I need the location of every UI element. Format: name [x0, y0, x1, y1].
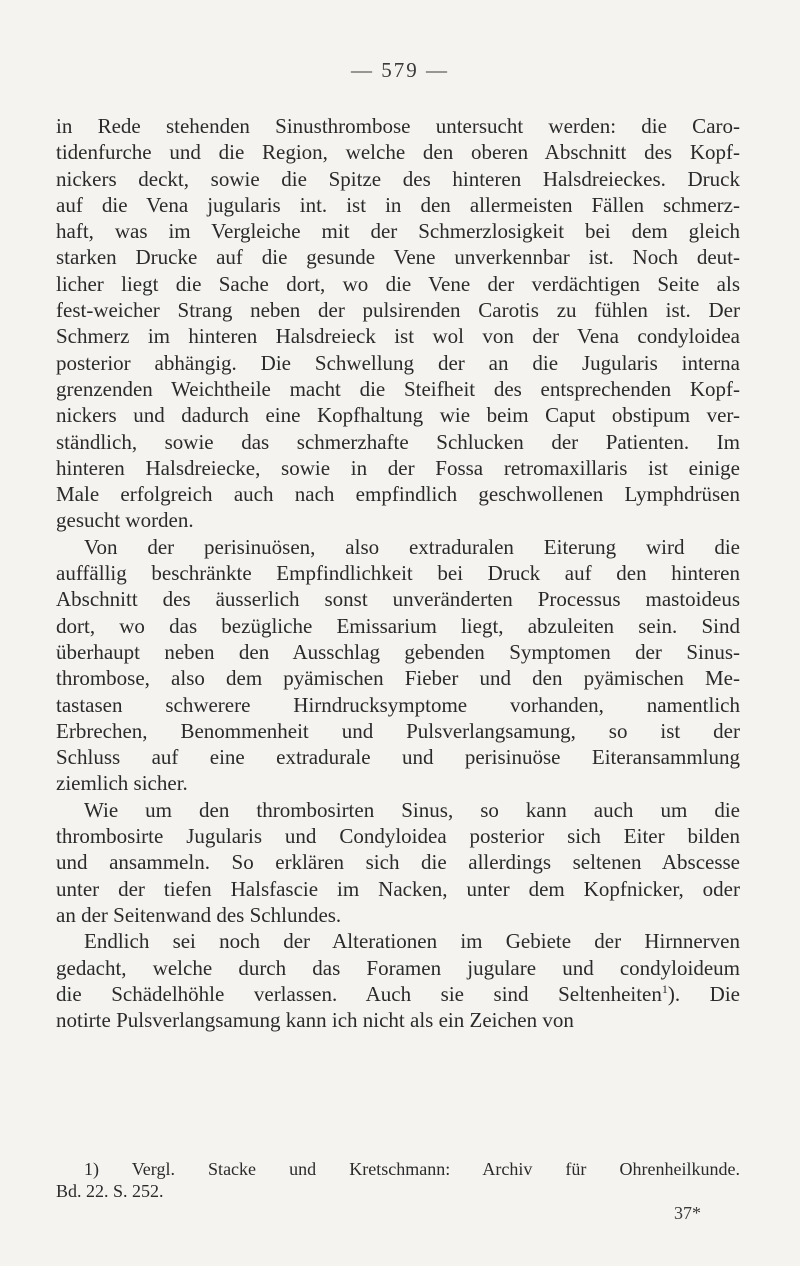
footnote	[56, 1158, 740, 1202]
text-line: auf die Vena jugularis int. ist in den allermeisten Fällen schmerz-	[56, 192, 740, 217]
text-line: posterior abhängig. Die Schwellung der an die Jugularis interna	[56, 350, 740, 375]
text-line: und ansammeln. So erklären sich die allerdings seltenen Abscesse	[56, 850, 740, 875]
text-line: Schmerz im hinteren Halsdreieck ist wol von der Vena condyloidea	[56, 324, 740, 349]
text-line: haft, was im Vergleiche mit der Schmerzlosigkeit bei dem gleich	[56, 219, 740, 244]
footnote-line: Bd. 22. S. 252.	[56, 1181, 164, 1201]
text-line: an der Seitenwand des Schlundes.	[56, 902, 342, 927]
body-text	[56, 113, 740, 1033]
text-segment: ). Die	[667, 981, 740, 1006]
text-line: hinteren Halsdreiecke, sowie in der Fossa retromaxillaris ist einige	[56, 455, 740, 480]
text-line: Schluss auf eine extradurale und perisinuöse Eiteransammlung	[56, 745, 740, 770]
text-line	[56, 981, 740, 1007]
footnote-line: 1) Vergl. Stacke und Kretschmann: Archiv für Ohrenheilkunde.	[84, 1159, 740, 1179]
text-line: nickers deckt, sowie die Spitze des hinteren Halsdreieckes. Druck	[56, 166, 740, 191]
text-line: grenzenden Weichtheile macht die Steifheit des entsprechenden Kopf-	[56, 376, 740, 401]
text-line: Male erfolgreich auch nach empfindlich geschwollenen Lymphdrüsen	[56, 482, 740, 507]
text-line: Wie um den thrombosirten Sinus, so kann auch um die	[84, 797, 740, 822]
footnote-reference: 1	[661, 981, 668, 996]
text-line: thrombosirte Jugularis und Condyloidea posterior sich Eiter bilden	[56, 824, 740, 849]
text-line: tidenfurche und die Region, welche den oberen Abschnitt des Kopf-	[56, 140, 740, 165]
text-line: überhaupt neben den Ausschlag gebenden Symptomen der Sinus-	[56, 639, 740, 664]
text-line: Erbrechen, Benommenheit und Pulsverlangsamung, so ist der	[56, 718, 740, 743]
text-line: unter der tiefen Halsfascie im Nacken, unter dem Kopfnicker, oder	[56, 876, 740, 901]
text-line: starken Drucke auf die gesunde Vene unverkennbar ist. Noch deut-	[56, 245, 740, 270]
printer-signature: 37*	[674, 1203, 701, 1223]
text-line: thrombose, also dem pyämischen Fieber und den pyämischen Me-	[56, 666, 740, 691]
text-line: notirte Pulsverlangsamung kann ich nicht als ein Zeichen von	[56, 1008, 574, 1033]
text-line: Abschnitt des äusserlich sonst unveränderten Processus mastoideus	[56, 587, 740, 612]
text-line: gedacht, welche durch das Foramen jugulare und condyloideum	[56, 955, 740, 980]
text-line: fest-weicher Strang neben der pulsirenden Carotis zu fühlen ist. Der	[56, 298, 740, 323]
text-line: nickers und dadurch eine Kopfhaltung wie beim Caput obstipum ver-	[56, 403, 740, 428]
text-line: in Rede stehenden Sinusthrombose untersucht werden: die Caro-	[56, 114, 740, 138]
text-line: Endlich sei noch der Alterationen im Gebiete der Hirnnerven	[84, 929, 740, 954]
text-line: gesucht worden.	[56, 508, 194, 533]
text-line: auffällig beschränkte Empfindlichkeit bei Druck auf den hinteren	[56, 561, 740, 586]
page-number: — 579 —	[351, 58, 449, 82]
text-line: dort, wo das bezügliche Emissarium liegt, abzuleiten sein. Sind	[56, 613, 740, 638]
text-line: licher liegt die Sache dort, wo die Vene der verdächtigen Seite als	[56, 271, 740, 296]
text-line: Von der perisinuösen, also extraduralen Eiterung wird die	[84, 534, 740, 559]
text-line: ständlich, sowie das schmerzhafte Schlucken der Patienten. Im	[56, 429, 740, 454]
text-segment: die Schädelhöhle verlassen. Auch sie sind Seltenheiten	[56, 981, 662, 1006]
text-line: ziemlich sicher.	[56, 771, 188, 796]
text-line: tastasen schwerere Hirndrucksymptome vorhanden, namentlich	[56, 692, 740, 717]
